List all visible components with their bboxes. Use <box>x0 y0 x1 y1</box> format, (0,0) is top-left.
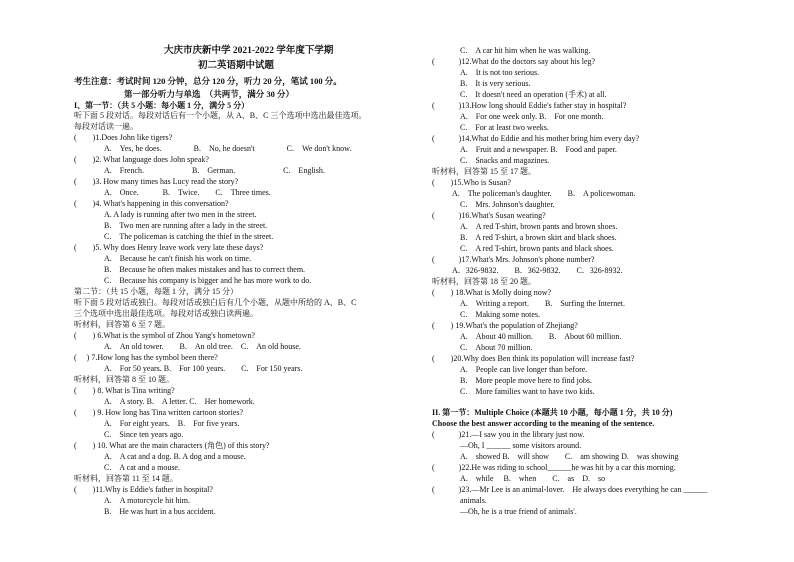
exam-line: —Oh, I ______ some visitors around. <box>460 441 582 450</box>
exam-line: C. Making some notes. <box>460 310 540 319</box>
exam-line: ( )20.Why does Ben think its population will increase fast? <box>432 354 635 363</box>
exam-line: A. A story. B. A letter. C. Her homework. <box>104 397 255 406</box>
exam-line: A. A motorcycle hit him. <box>104 496 190 505</box>
exam-line: B. It is very serious. <box>460 79 531 88</box>
exam-line: II. 第一节：Multiple Choice (本题共 10 小题，每小题 1 分，共 10 分) <box>432 408 673 417</box>
exam-line: A. People can live longer than before. <box>460 365 588 374</box>
exam-line: ( ) 6.What is the symbol of Zhou Yang's hometown? <box>74 331 255 340</box>
exam-line: C. A car hit him when he was walking. <box>460 46 591 55</box>
exam-line: A. Yes, he does. B. No, he doesn't C. We don't know. <box>104 144 352 153</box>
exam-line: C. Mrs. Johnson's daughter. <box>460 200 555 209</box>
exam-line: A. Because he can't finish his work on time. <box>104 254 251 263</box>
exam-line: ( )2. What language does John speak? <box>74 155 209 164</box>
exam-line: A. The policeman's daughter. B. A policewoman. <box>452 189 636 198</box>
exam-line: C. Snacks and magazines. <box>460 156 550 165</box>
exam-line: ( )4. What's happening in this conversation? <box>74 199 229 208</box>
exam-line: A．326-9832. B．362-9832. C．326-8932. <box>452 266 623 275</box>
exam-line: 听下面 5 段对话。每段对话后有一个小题，从 A、B、C 三个选项中选出最佳选项。 <box>74 111 367 120</box>
exam-line: ( ) 8. What is Tina writing? <box>74 386 175 395</box>
exam-line: ( ) 7.How long has the symbol been there? <box>74 353 218 362</box>
exam-line: A. A cat and a dog. B. A dog and a mouse. <box>104 452 246 461</box>
exam-line: C. Since ten years ago. <box>104 430 184 439</box>
exam-line: A. A red T-shirt, brown pants and brown shoes. <box>460 222 618 231</box>
exam-line: B. More people move here to find jobs. <box>460 376 592 385</box>
exam-line: B. Because he often makes mistakes and has to correct them. <box>104 265 306 274</box>
exam-notice: 考生注意：考试时间 120 分钟，总分 120 分，听力 20 分，笔试 100 分。 <box>74 76 342 86</box>
exam-line: Choose the best answer according to the meaning of the sentence. <box>432 419 655 428</box>
exam-line: 听材料，回答第 15 至 17 题。 <box>432 167 536 176</box>
exam-line: ( )21.—I saw you in the library just now. <box>432 430 585 439</box>
exam-line: A. It is not too serious. <box>460 68 540 77</box>
exam-line: —Oh, he is a true friend of animals'. <box>460 507 577 516</box>
exam-line: ( )23.—Mr Lee is an animal-lover. He always does everything he can ______ <box>432 485 708 494</box>
exam-line: ( ) 18.What is Molly doing now? <box>432 288 552 297</box>
exam-line: ( ) 10. What are the main characters (角色) of this story? <box>74 441 270 450</box>
exam-line: 三个选项中选出最佳选项。每段对话或独白读两遍。 <box>74 309 258 318</box>
exam-line: A. For 50 years. B. For 100 years. C. For 150 years. <box>104 364 303 373</box>
exam-line: A. An old tower. B. An old tree. C. An old house. <box>104 342 301 351</box>
exam-line: A. showed B. will show C. am showing D. was showing <box>460 452 679 461</box>
exam-line: ( ) 9. How long has Tina written cartoon stories? <box>74 408 244 417</box>
exam-line: ( )12.What do the doctors say about his leg? <box>432 57 596 66</box>
exam-line: B. He was hurt in a bus accident. <box>104 507 216 516</box>
exam-line: A. For eight years. B. For five years. <box>104 419 240 428</box>
exam-line: B. A red T-shirt, a brown skirt and black shoes. <box>460 233 617 242</box>
exam-line: A. while B. when C. as D. so <box>460 474 606 483</box>
exam-line: C. A cat and a mouse. <box>104 463 180 472</box>
exam-line: A. Fruit and a newspaper. B. Food and paper. <box>460 145 617 154</box>
exam-line: ( )11.Why is Eddie's father in hospital? <box>74 485 213 494</box>
exam-line: C. About 70 million. <box>460 343 533 352</box>
exam-line: ( )16.What's Susan wearing? <box>432 211 546 220</box>
exam-line: C. For at least two weeks. <box>460 123 549 132</box>
exam-line: ( ) 19.What's the population of Zhejiang? <box>432 321 578 330</box>
exam-line: ( )1.Does John like tigers? <box>74 133 173 142</box>
exam-line: animals. <box>460 496 487 505</box>
exam-line: C. The policeman is catching the thief in the street. <box>104 232 274 241</box>
exam-line: ( )13.How long should Eddie's father stay in hospital? <box>432 101 627 110</box>
exam-line: A. For one week only. B. For one month. <box>460 112 604 121</box>
exam-line: 每段对话读一遍。 <box>74 122 138 131</box>
exam-line: A. A lady is running after two men in the street. <box>104 210 257 219</box>
exam-line: ( )5. Why does Henry leave work very late these days? <box>74 243 264 252</box>
exam-line: 听材料，回答第 8 至 10 题。 <box>74 375 174 384</box>
exam-line: ( )3. How many times has Lucy read the story? <box>74 177 239 186</box>
exam-line: 第二节：（共 15 小题，每题 1 分，满分 15 分） <box>74 287 238 296</box>
exam-line: A. French. B. German. C. English. <box>104 166 325 175</box>
exam-line: A. Once. B. Twice. C. Three times. <box>104 188 271 197</box>
exam-line: C. Because his company is bigger and he has more work to do. <box>104 276 312 285</box>
exam-subtitle: 初二英语期中试题 <box>198 61 275 71</box>
exam-line: A. About 40 million. B. About 60 million. <box>460 332 622 341</box>
exam-line: 听材料，回答第 6 至 7 题。 <box>74 320 170 329</box>
exam-line: ( )17.What's Mrs. Johnson's phone number? <box>432 255 595 264</box>
exam-line: 听材料，回答第 18 至 20 题。 <box>432 277 536 286</box>
exam-line: C. A red T-shirt, brown pants and black shoes. <box>460 244 614 253</box>
part-one-heading: 第一部分听力与单选 （共两节，满分 30 分） <box>124 89 295 99</box>
exam-line: I、第一节：（共 5 小题：每小题 1 分，满分 5 分） <box>74 101 250 110</box>
exam-title: 大庆市庆新中学 2021-2022 学年度下学期 <box>164 46 334 56</box>
exam-line: 听材料，回答第 11 至 14 题。 <box>74 474 178 483</box>
exam-line: ( )22.He was riding to school______he was hit by a car this morning. <box>432 463 676 472</box>
exam-line: ( )15.Who is Susan? <box>432 178 511 187</box>
exam-line: C. More families want to have two kids. <box>460 387 595 396</box>
exam-line: C. It doesn't need an operation (手术) at all. <box>460 90 607 99</box>
exam-line: A. Writing a report. B. Surfing the Internet. <box>460 299 625 308</box>
exam-line: B. Two men are running after a lady in the street. <box>104 221 268 230</box>
exam-line: ( )14.What do Eddie and his mother bring him every day? <box>432 134 640 143</box>
exam-line: 听下面 5 段对话或独白。每段对话或独白后有几个小题，从题中所给的 A、B、C <box>74 298 357 307</box>
